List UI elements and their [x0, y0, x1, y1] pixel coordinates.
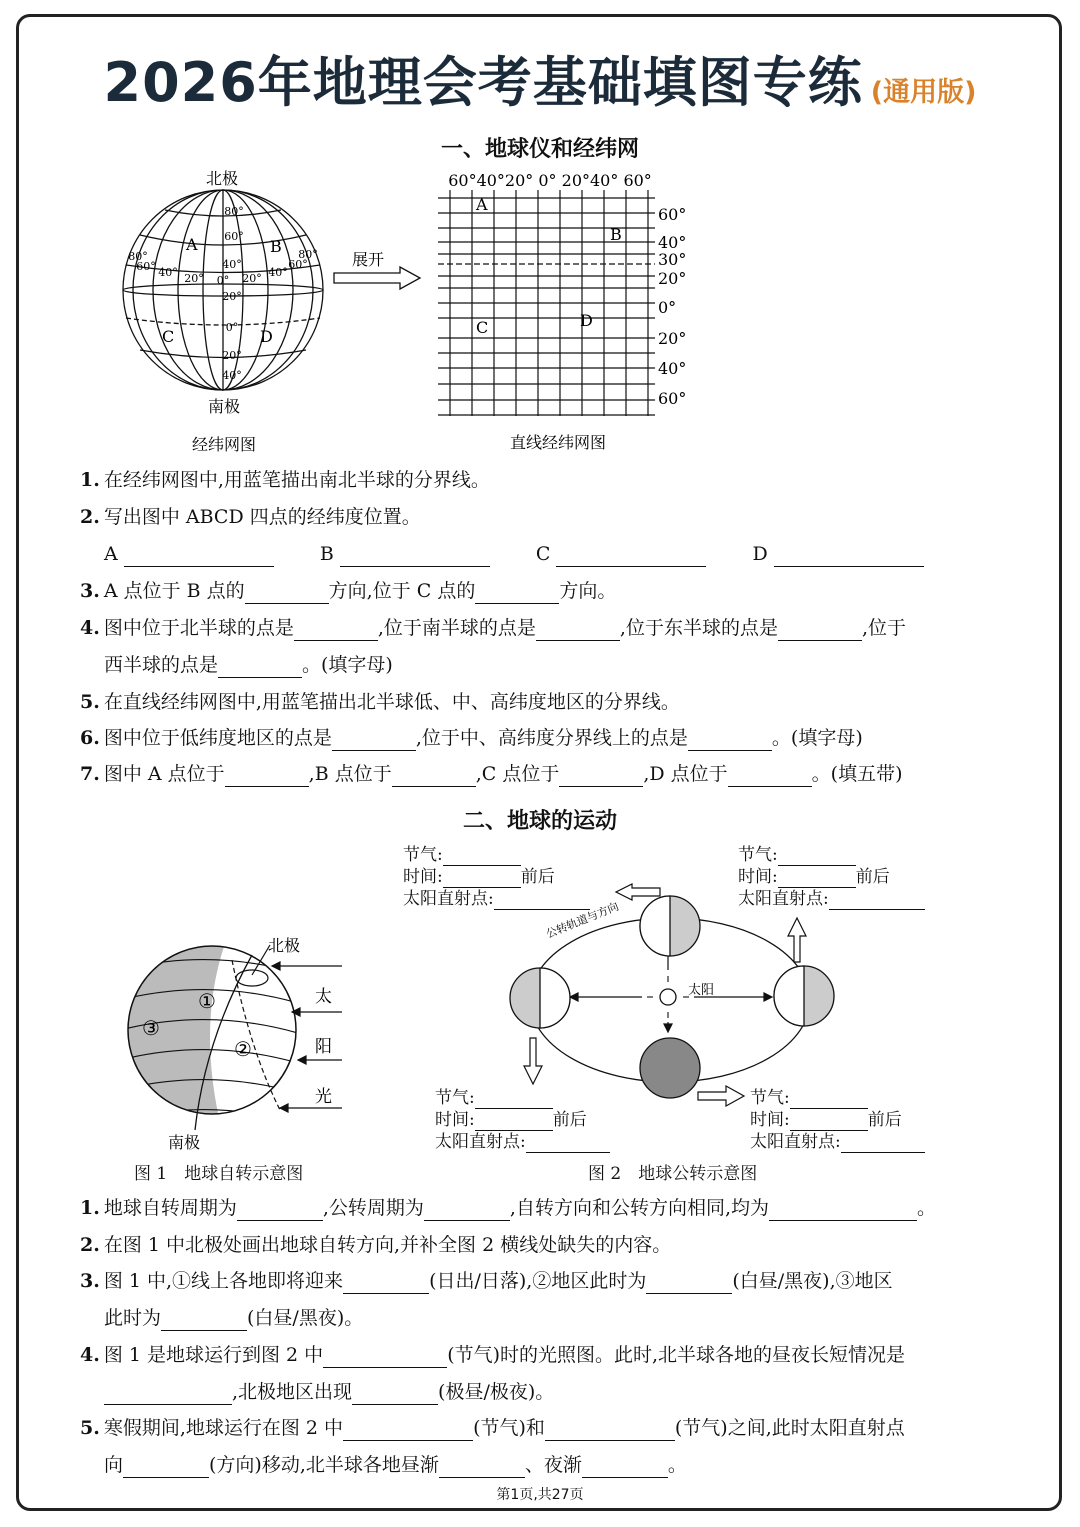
- q-number: 2.: [80, 506, 100, 528]
- q-text: 地球自转周期为: [103, 1197, 237, 1219]
- answer-blank[interactable]: [104, 1384, 232, 1405]
- answer-blank[interactable]: [769, 1200, 917, 1221]
- q-number: 6.: [80, 727, 100, 749]
- q-text: 向: [104, 1454, 124, 1476]
- q-text: ,位于中、高纬度分界线上的点是: [415, 727, 688, 749]
- q-text: 方向。: [559, 580, 617, 602]
- q-number: 4.: [80, 617, 100, 639]
- sun-label: 太阳: [688, 983, 715, 998]
- answer-blank[interactable]: [475, 1090, 553, 1109]
- fig2-label-bottom-left: [435, 1087, 610, 1153]
- q-text: 。(填五带): [811, 763, 903, 785]
- s1-q6: [80, 725, 863, 751]
- section1-heading: 一、地球仪和经纬网: [440, 137, 639, 162]
- grid-caption: 直线经纬网图: [509, 433, 607, 452]
- q-text: (日出/日落),②地区此时为: [429, 1270, 647, 1292]
- q-number: 3.: [80, 580, 100, 602]
- answer-blank[interactable]: [323, 1347, 447, 1368]
- s1-q1: [80, 467, 490, 493]
- fig2-label-bottom-right: [750, 1087, 925, 1153]
- q-text: 此时为: [104, 1307, 162, 1329]
- q-text: 图中 A 点位于: [103, 763, 225, 785]
- fig2-label-top-right: [738, 844, 925, 910]
- s2-q5: [80, 1415, 905, 1441]
- answer-blank[interactable]: [161, 1310, 247, 1331]
- answer-blank[interactable]: [559, 766, 643, 787]
- q-text: 、夜渐: [524, 1454, 582, 1476]
- globe-lat-label: 40°: [222, 258, 242, 271]
- label-point: 太阳直射点:: [738, 889, 829, 909]
- label-term: 节气:: [435, 1088, 475, 1108]
- abcd-label: D: [752, 543, 768, 565]
- q-text: 图 1 是地球运行到图 2 中: [103, 1344, 324, 1366]
- answer-blank[interactable]: [392, 766, 476, 787]
- page-title: [0, 40, 1080, 117]
- title-main: 2026年地理会考基础填图专练: [103, 51, 863, 114]
- globe-lon-label: 20°: [184, 272, 204, 285]
- answer-blank[interactable]: [790, 1112, 868, 1131]
- label-after: 前后: [867, 1110, 902, 1130]
- grid-figure: [430, 168, 700, 458]
- fig1-rotation: [120, 930, 350, 1160]
- s2-q5-cont: [104, 1452, 687, 1478]
- q-number: 5.: [80, 1417, 100, 1439]
- label-term: 节气:: [750, 1088, 790, 1108]
- grid-lat-label: 20°: [658, 329, 687, 348]
- s2-q4-cont: [104, 1379, 554, 1405]
- answer-blank[interactable]: [526, 1134, 610, 1153]
- answer-blank[interactable]: [352, 1384, 438, 1405]
- q-text: (节气)和: [473, 1417, 545, 1439]
- q-text: 。(填字母): [302, 654, 393, 676]
- answer-blank[interactable]: [545, 1420, 675, 1441]
- grid-point-d: D: [580, 311, 593, 330]
- q-text: 。(填字母): [771, 727, 863, 749]
- q-text: 方向,位于 C 点的: [328, 580, 476, 602]
- answer-blank[interactable]: [475, 583, 559, 604]
- label-point: 太阳直射点:: [403, 889, 494, 909]
- answer-blank[interactable]: [778, 869, 856, 888]
- q-text: 图中位于低纬度地区的点是: [103, 727, 332, 749]
- answer-blank[interactable]: [556, 546, 706, 567]
- s2-q3-cont: [104, 1305, 363, 1331]
- globe-lon-label: 80°: [298, 248, 318, 261]
- globe-lat-label: 20°: [222, 290, 242, 303]
- globe-point-a: A: [186, 235, 198, 254]
- globe-lat-label: 60°: [224, 230, 244, 243]
- globe-caption: 经纬网图: [191, 435, 257, 454]
- arrow-up-icon: [788, 918, 806, 962]
- q-text: 在经纬网图中,用蓝笔描出南北半球的分界线。: [103, 469, 490, 491]
- label-point: 太阳直射点:: [750, 1132, 841, 1152]
- answer-blank[interactable]: [443, 869, 521, 888]
- grid-lat-label: 40°: [658, 233, 687, 252]
- q-text: ,北极地区出现: [232, 1381, 353, 1403]
- fig1-sun-char: 太: [315, 987, 332, 1007]
- grid-lat-label: 0°: [658, 298, 677, 317]
- label-time: 时间:: [738, 867, 778, 887]
- label-term: 节气:: [403, 845, 443, 865]
- globe-point-c: C: [162, 327, 175, 346]
- answer-blank[interactable]: [774, 546, 924, 567]
- grid-lat-label: 20°: [658, 269, 687, 288]
- answer-blank[interactable]: [343, 1273, 429, 1294]
- answer-blank[interactable]: [245, 583, 329, 604]
- q-text: ,D 点位于: [643, 763, 728, 785]
- page-footer: 第1页,共27页: [496, 1487, 584, 1503]
- q-text: ,自转方向和公转方向相同,均为: [509, 1197, 769, 1219]
- q-text: 图中位于北半球的点是: [103, 617, 294, 639]
- answer-blank[interactable]: [123, 1457, 209, 1478]
- answer-blank[interactable]: [790, 1090, 868, 1109]
- grid-lat-label: 60°: [658, 205, 687, 224]
- q-text: ,公转周期为: [322, 1197, 424, 1219]
- answer-blank[interactable]: [225, 766, 309, 787]
- globe-lon-label: 80°: [128, 250, 148, 263]
- arrow-right-icon: [698, 1086, 744, 1106]
- grid-point-b: B: [610, 225, 622, 244]
- fig2-label-top-left: [403, 844, 590, 910]
- label-time: 时间:: [435, 1110, 475, 1130]
- s1-q2-blanks: [104, 541, 924, 567]
- grid-lat-label: 60°: [658, 389, 687, 408]
- globe-figure: [110, 160, 350, 460]
- globe-lon-label: 40°: [268, 266, 288, 279]
- q-text: 寒假期间,地球运行在图 2 中: [103, 1417, 344, 1439]
- label-time: 时间:: [750, 1110, 790, 1130]
- fig1-caption: 图 1 地球自转示意图: [134, 1164, 304, 1184]
- label-term: 节气:: [738, 845, 778, 865]
- globe-lat-label: 80°: [224, 205, 244, 218]
- fig1-sun-char: 光: [315, 1087, 332, 1107]
- fig1-region-1: ①: [198, 989, 216, 1013]
- s1-q4: [80, 615, 906, 641]
- s2-q1: [80, 1195, 936, 1221]
- s2-q3: [80, 1268, 893, 1294]
- q-text: (方向)移动,北半球各地昼渐: [209, 1454, 439, 1476]
- sun-icon: [660, 989, 676, 1005]
- s2-q4: [80, 1342, 905, 1368]
- fig1-sun-char: 阳: [315, 1037, 332, 1057]
- q-text: (极昼/极夜)。: [438, 1381, 555, 1403]
- q-number: 5.: [80, 691, 100, 713]
- answer-blank[interactable]: [646, 1273, 732, 1294]
- answer-blank[interactable]: [778, 847, 856, 866]
- s1-q7: [80, 761, 902, 787]
- q-text: ,位于南半球的点是: [377, 617, 536, 639]
- answer-blank[interactable]: [475, 1112, 553, 1131]
- answer-blank[interactable]: [829, 891, 925, 910]
- q-number: 2.: [80, 1234, 100, 1256]
- s1-q3: [80, 578, 616, 604]
- label-point: 太阳直射点:: [435, 1132, 526, 1152]
- q-number: 4.: [80, 1344, 100, 1366]
- arrow-down-icon: [524, 1038, 542, 1084]
- q-text: ,C 点位于: [475, 763, 560, 785]
- answer-blank[interactable]: [218, 657, 302, 678]
- grid-lat-label: 40°: [658, 359, 687, 378]
- grid-point-c: C: [476, 318, 489, 337]
- q-text: 在直线经纬网图中,用蓝笔描出北半球低、中、高纬度地区的分界线。: [103, 691, 680, 713]
- answer-blank[interactable]: [688, 730, 772, 751]
- answer-blank[interactable]: [294, 620, 378, 641]
- globe-south-label: 南极: [207, 397, 241, 416]
- abcd-label: C: [535, 543, 551, 565]
- q-text: 。: [917, 1197, 937, 1219]
- answer-blank[interactable]: [582, 1457, 668, 1478]
- expand-arrow: [330, 245, 425, 295]
- title-sub: (通用版): [870, 77, 977, 108]
- arrow-right-icon: [334, 267, 420, 289]
- fig1-north: 北极: [268, 936, 301, 955]
- earth-bottom: [640, 1038, 700, 1098]
- q-text: 图 1 中,①线上各地即将迎来: [103, 1270, 344, 1292]
- q-text: ,位于东半球的点是: [619, 617, 778, 639]
- s1-q4-cont: [104, 652, 393, 678]
- q-number: 1.: [80, 469, 100, 491]
- q-text: 写出图中 ABCD 四点的经纬度位置。: [103, 506, 421, 528]
- answer-blank[interactable]: [340, 546, 490, 567]
- label-time: 时间:: [403, 867, 443, 887]
- q-text: ,B 点位于: [308, 763, 392, 785]
- globe-lon-label: 0°: [216, 274, 230, 287]
- grid-top-ticks: 60°40°20° 0° 20°40° 60°: [448, 171, 652, 190]
- answer-blank[interactable]: [439, 1457, 525, 1478]
- globe-lon-label: 60°: [136, 260, 156, 273]
- q-text: 。: [667, 1454, 687, 1476]
- globe-lon-label: 20°: [242, 272, 262, 285]
- label-after: 前后: [855, 867, 890, 887]
- answer-blank[interactable]: [443, 847, 521, 866]
- answer-blank[interactable]: [343, 1420, 473, 1441]
- globe-lat-label: 40°: [222, 369, 242, 382]
- abcd-label: B: [319, 543, 334, 565]
- globe-point-d: D: [260, 327, 273, 346]
- q-number: 1.: [80, 1197, 100, 1219]
- answer-blank[interactable]: [728, 766, 812, 787]
- answer-blank[interactable]: [424, 1200, 510, 1221]
- globe-lon-label: 40°: [158, 266, 178, 279]
- s1-q5: [80, 689, 680, 715]
- label-after: 前后: [552, 1110, 587, 1130]
- q-text: (节气)之间,此时太阳直射点: [674, 1417, 905, 1439]
- grid-lat-label: 30°: [658, 250, 687, 269]
- fig2-caption: 图 2 地球公转示意图: [588, 1164, 758, 1184]
- fig1-region-2: ②: [234, 1037, 252, 1061]
- q-text: A 点位于 B 点的: [103, 580, 245, 602]
- q-text: 在图 1 中北极处画出地球自转方向,并补全图 2 横线处缺失的内容。: [103, 1234, 672, 1256]
- grid-point-a: A: [476, 195, 488, 214]
- globe-lon-label: 60°: [288, 258, 308, 271]
- orbit-label: 公转轨道与方向: [544, 899, 621, 941]
- abcd-label: A: [104, 543, 118, 565]
- section2-heading: 二、地球的运动: [462, 809, 617, 834]
- expand-label: 展开: [351, 250, 385, 269]
- q-text: ,位于: [861, 617, 906, 639]
- globe-north-label: 北极: [205, 169, 239, 188]
- q-number: 3.: [80, 1270, 100, 1292]
- answer-blank[interactable]: [332, 730, 416, 751]
- globe-lat-label: 0°: [225, 321, 239, 334]
- q-text: (节气)时的光照图。此时,北半球各地的昼夜长短情况是: [447, 1344, 906, 1366]
- answer-blank[interactable]: [494, 891, 590, 910]
- label-after: 前后: [520, 867, 555, 887]
- answer-blank[interactable]: [778, 620, 862, 641]
- answer-blank[interactable]: [536, 620, 620, 641]
- globe-lat-label: 20°: [222, 349, 242, 362]
- answer-blank[interactable]: [841, 1134, 925, 1153]
- fig1-south: 南极: [168, 1133, 201, 1152]
- q-text: (白昼/黑夜),③地区: [732, 1270, 893, 1292]
- q-text: (白昼/黑夜)。: [247, 1307, 364, 1329]
- answer-blank[interactable]: [237, 1200, 323, 1221]
- fig1-region-3: ③: [142, 1016, 160, 1040]
- q-text: 西半球的点是: [104, 654, 219, 676]
- q-number: 7.: [80, 763, 100, 785]
- s2-q2: [80, 1232, 671, 1258]
- answer-blank[interactable]: [124, 546, 274, 567]
- s1-q2: [80, 504, 421, 530]
- globe-point-b: B: [270, 237, 282, 256]
- arrow-left-icon: [616, 884, 660, 900]
